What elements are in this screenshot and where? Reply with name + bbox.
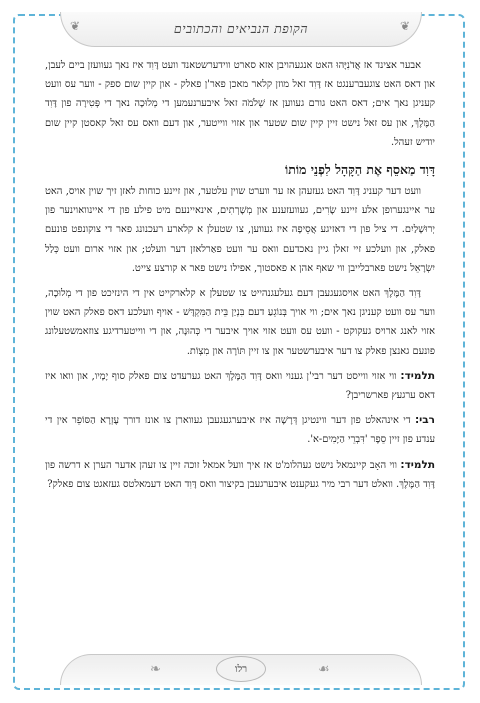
section-subtitle: דָּוִד מַאסֵף אֶת הַקָּהָל לִפְנֵי מוֹתוֹ: [285, 162, 435, 178]
speaker-label: רבי:: [414, 414, 435, 427]
left-ornament-icon: ❦: [69, 19, 81, 33]
dialog-text: ווי אזוי ווייסט דער רבי'ן גענוי וואס דָּוִד הַמֶּלֶךְ האט גערעדט צום פאלק סוף יָמָיו, און וואו איז דאס ערגעץ פארשריבן?: [45, 370, 435, 402]
dialog-line-rabbi: [45, 411, 435, 449]
header-band: [60, 12, 422, 47]
left-swirl-icon: ❧: [150, 662, 161, 677]
right-swirl-icon: ☙: [318, 662, 330, 677]
dialog-line-student-2: [45, 456, 435, 494]
dialog-text: די אינהאלט פון דער ווינטיגן דְּרָשָׁה איז איבערגעגעבן געווארן צו אונז דורך עֶזְרָא הַסּוֹפֵר אין די ענדע פון זיין סֵפֶר 'דִּבְרֵי הַיָּמִים-א'.: [45, 415, 435, 446]
paragraph-kingship: דָּוִד הַמֶּלֶךְ האט אויסגעגעבן דעם געלעגנהייט צו שטעלן א קלארקייט אין די הינזיכט פון די מְלוּכָה, ווער עס וועט קעניגן נאך אים; ווי אויך בְּנוֹגֵעַ דעם בִּנְיַן בֵּית הַמִּקְדָּשׁ - אויף וועלכע דאס פאלק האט שוין אזוי לאנג ארויס געקוקט - וועט עס וועט אזוי אויך איבער די כְּהוּנָה, און די ווייטערדיגע צוזאמשטעלונג פונעם גאנצן פאלק צו דער איבערשטער און צו זיין תּוֹרָה און מִצְוֹת.: [45, 288, 435, 357]
paragraph-intro: אבער אצינד אז אֲדֹנִיָּהוּ האט אנגעהויבן אזא סארט ווידערשטאנד וועט דָּוִד איז נאך געוועזן ביים לעבן, און דאס האט צוגעברענגט אז דָּוִד זאל מוזן קלאר מאכן פאר'ן פאלק - און קיין שום ספק - ווער עס וועט קעניגן נאך אים; דאס האט גורם געווען אז שְׁלֹמֹה זאל איבערנעמען די מְלוּכָה נאך די פְּטִירָה פון דָּוִד הַמֶּלֶךְ, און עס זאל נישט זיין קיין שום שטער און אזוי ווייטער, און דעם וואס עס זאל קאסטן קיין שום יודיש זעהל.: [45, 60, 435, 148]
right-ornament-icon: ❦: [399, 19, 411, 33]
page-number: רלו: [216, 656, 266, 682]
page-content: [45, 56, 435, 500]
dialog-line-student-1: [45, 367, 435, 405]
dialog-text: ווי האָב קיינמאל נישט געהלומ'ט אז איך וועל אמאל זוכה זיין צו זעהן אדער הערן א דרשה פון דָּוִד הַמֶּלֶךְ. וואלט דער רבי מיר געקענט איבערגעבן בקיצור וואס דָּוִד האט דעמאלטס געזאגט צום פאלק?: [45, 459, 435, 490]
header-title: הקופת הנביאים והכתובים: [173, 21, 309, 36]
speaker-label: תלמיד:: [400, 458, 435, 471]
paragraph-assembly: וועט דער קעניג דָּוִד האט געזעהן אז ער ווערט שוין עלטער, און זיינע כוחות לאזן זיך שוין אויס, האט ער איינגערופן אלע זיינע שָׂרִים, געוועזענע און מְשָׁרְתִים, אינאיינעם מיט פילע פון די איינוואוינער פון יְרוּשָׁלַיִם. די ציל פון די דאזיגע אֲסֵיפָה איז געווען, צו שטעלן א קלארע רעכנונג פאר די צוקונפט פונעם פאלק, און וועלכע זיי זאלן גיין נאכדעם וואס ער וועט פאַרלאזן דער וועלט; און אזוי ארום וועט כְּלַל יִשְׂרָאֵל נישט פארבלייבן ווי שאף אהן א פאסטוך, אפילו נישט פאר א קורצע צייט.: [45, 186, 435, 274]
speaker-label: תלמיד:: [400, 369, 435, 382]
